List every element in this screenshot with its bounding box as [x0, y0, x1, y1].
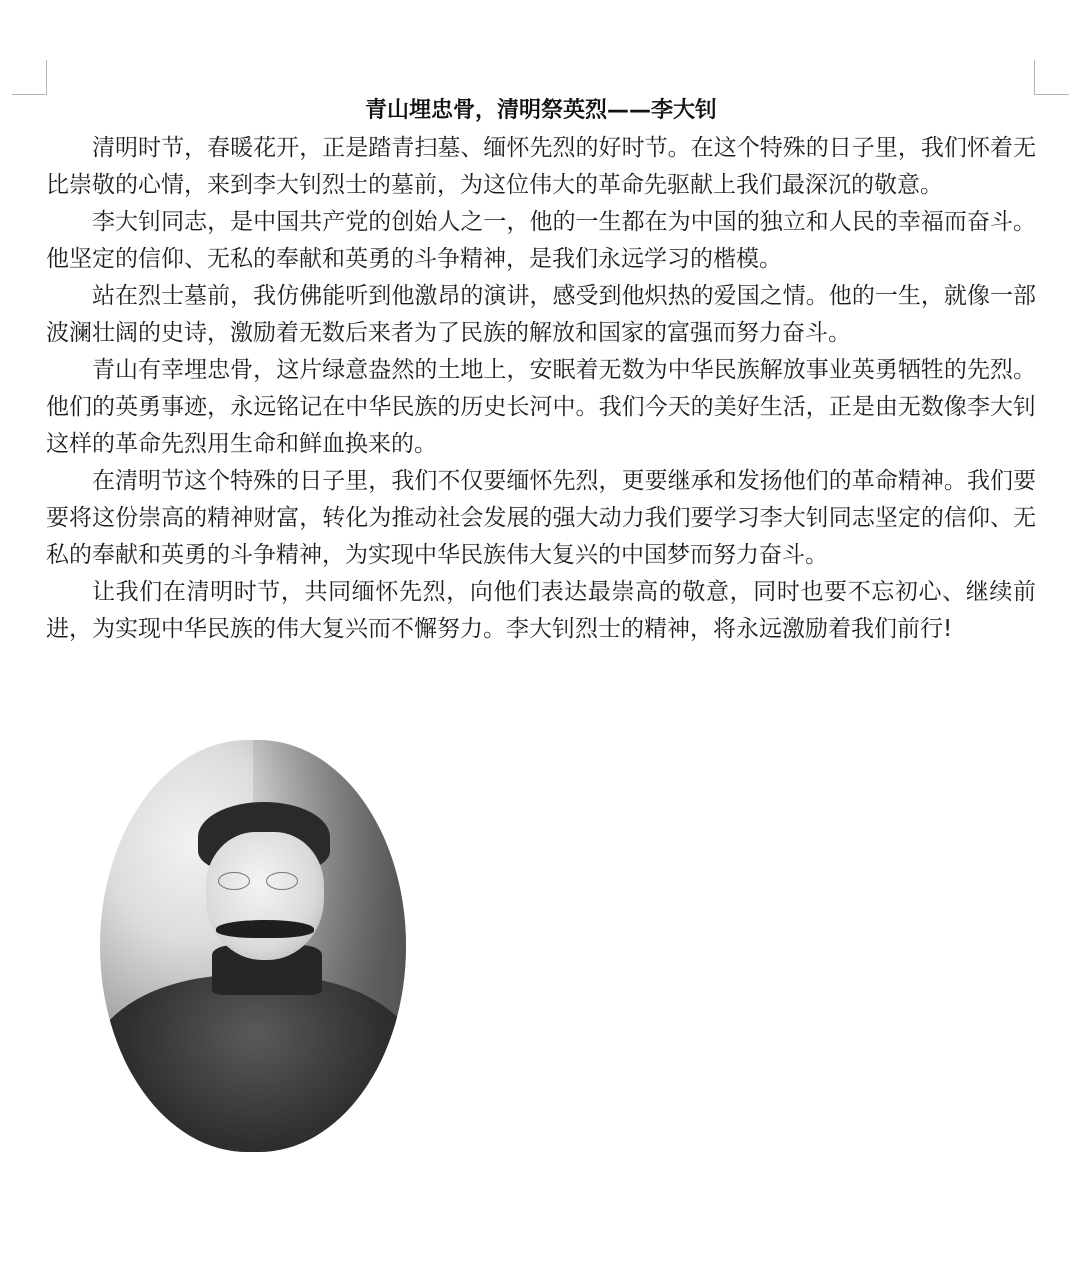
glasses-right-lens: [266, 872, 298, 890]
page-corner-mark-top-right: [1034, 60, 1069, 95]
page-corner-mark-top-left: [12, 60, 47, 95]
mustache-shape: [216, 920, 314, 938]
paragraph-2: 李大钊同志，是中国共产党的创始人之一，他的一生都在为中国的独立和人民的幸福而奋斗。他坚定的信仰、无私的奉献和英勇的斗争精神，是我们永远学习的楷模。: [46, 209, 1036, 272]
portrait-photo-icon: [100, 740, 406, 1152]
paragraph-6: 让我们在清明时节，共同缅怀先烈，向他们表达最崇高的敬意，同时也要不忘初心、继续前进，为实现中华民族的伟大复兴而不懈努力。李大钊烈士的精神，将永远激励着我们前行!: [46, 579, 1036, 642]
glasses-left-lens: [218, 872, 250, 890]
portrait-photo: [100, 740, 406, 1152]
document-body: [46, 96, 1036, 648]
paragraph-1: 清明时节，春暖花开，正是踏青扫墓、缅怀先烈的好时节。在这个特殊的日子里，我们怀着无比崇敬的心情，来到李大钊烈士的墓前，为这位伟大的革命先驱献上我们最深沉的敬意。: [46, 135, 1036, 198]
paragraph-3: 站在烈士墓前，我仿佛能听到他激昂的演讲，感受到他炽热的爱国之情。他的一生，就像一部波澜壮阔的史诗，激励着无数后来者为了民族的解放和国家的富强而努力奋斗。: [46, 283, 1036, 346]
document-title: 青山埋忠骨，清明祭英烈——李大钊: [364, 98, 717, 123]
paragraph-5: 在清明节这个特殊的日子里，我们不仅要缅怀先烈，更要继承和发扬他们的革命精神。我们要要将这份崇高的精神财富，转化为推动社会发展的强大动力我们要学习李大钊同志坚定的信仰、无私的奉献和英勇的斗争精神，为实现中华民族伟大复兴的中国梦而努力奋斗。: [46, 468, 1036, 568]
paragraph-4: 青山有幸埋忠骨，这片绿意盎然的土地上，安眠着无数为中华民族解放事业英勇牺牲的先烈。他们的英勇事迹，永远铭记在中华民族的历史长河中。我们今天的美好生活，正是由无数像李大钊这样的革命先烈用生命和鲜血换来的。: [46, 357, 1036, 457]
jacket-shape: [100, 975, 406, 1152]
face-shape: [206, 832, 324, 960]
